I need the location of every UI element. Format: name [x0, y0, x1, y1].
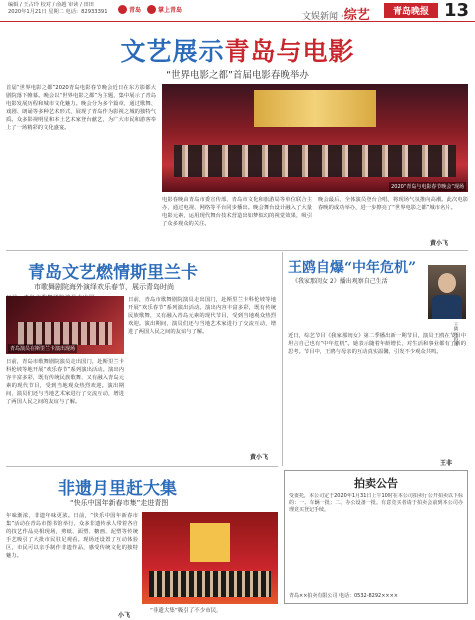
- story2-photo: [6, 296, 124, 354]
- story3-headline: 王鸥自爆“中年危机”: [288, 260, 417, 276]
- story2-col-3: 日前，青岛市歌舞剧院演员走出国门，赴斯里兰卡科伦坡等地开展“欢乐春节”系列演出活动。演出内容丰富多彩，既有传统民族歌舞，又有融入青岛元素的现代节目，受到当地观众热烈欢迎。演出期间，演员们还与当地艺术家进行了交流互动，增进了两国人民之间的友谊与了解。: [6, 359, 124, 405]
- stage-performers: [174, 145, 456, 177]
- credits-line-1: 编辑 / 王占玲 校对 / 俞越 审读 / 田田: [8, 2, 94, 8]
- main-story-col-3: 晚会最后，全体演员登台合唱，将现场气氛推向高潮。此次电影春晚的成功举办，进一步擦亮了“世界电影之都”城市名片。: [318, 197, 468, 211]
- rubric-main: 综艺: [343, 8, 370, 23]
- app-icon-qingdao: [118, 5, 141, 14]
- story2-col-2: 日前，青岛市歌舞剧院演员走出国门，赴斯里兰卡科伦坡等地开展“欢乐春节”系列演出活动。演出内容丰富多彩，既有传统民族歌舞，又有融入青岛元素的现代节目，受到当地观众热烈欢迎。演出期间，演员们还与当地艺术家进行了交流互动，增进了两国人民之间的友谊与了解。: [128, 297, 276, 335]
- festival-photo: [142, 512, 278, 604]
- headline-part-2: 青岛与电影: [224, 37, 355, 66]
- photo-caption: 2020“青岛与电影春节晚会”现场: [391, 184, 464, 190]
- photo-caption: 青岛演员在斯里兰卡演出现场: [10, 346, 76, 352]
- wang-ou-portrait: [428, 265, 466, 319]
- page-number: 13: [444, 0, 470, 21]
- section-rubric: [302, 4, 370, 23]
- main-story-byline: 黄小飞: [430, 240, 449, 247]
- column-divider: [282, 252, 283, 466]
- app-icons: [118, 5, 182, 14]
- app-label: 掌上青岛: [158, 7, 183, 14]
- app-icon-zhangshang: [147, 5, 182, 14]
- portrait-caption: 王鸥 资料图: [453, 322, 458, 346]
- festival-banner: [190, 523, 231, 562]
- newspaper-masthead: 青岛晚报: [384, 3, 438, 18]
- face: [438, 273, 456, 293]
- app-label: 青岛: [129, 7, 142, 14]
- auction-title: 拍卖公告: [354, 477, 398, 490]
- auction-body: 受委托，本公司定于2020年1月31日上午10时在本公司拍卖厅公开拍卖以下标的：一、车辆一批；二、办公设备一批。有意竞买者请于拍卖会前到本公司办理竞买登记手续。: [289, 493, 463, 513]
- section-divider: [6, 250, 468, 251]
- main-subheadline: “世界电影之都”首届电影春晚举办: [166, 70, 309, 81]
- story2-headline: 青岛文艺燃情斯里兰卡: [28, 263, 198, 283]
- credits-line-2: 2020年1月21日 星期二 电话：82933391: [8, 8, 108, 15]
- story3-body: 近日，综艺节目《我家那闺女》第二季播出新一期节目，演员王鸥在节目中坦言自己也有“中年危机”。她表示随着年龄增长，对生活和事业都有了新的思考。节目中，王鸥与母亲的互动真实温馨，引发不少观众共鸣。: [288, 333, 466, 355]
- festival-crowd: [149, 571, 271, 597]
- performers: [18, 322, 112, 345]
- gala-stage-photo: [162, 84, 468, 192]
- main-headline: [0, 32, 475, 68]
- phone-icon: [147, 5, 156, 14]
- story3-subheadline: 《我家那闺女 2》播出观察自己生活: [292, 278, 388, 285]
- editor-credits: [8, 2, 108, 15]
- main-story-col-1: 首届“世界电影之都”2020青岛电影春节晚会近日在东方影都大剧院落下帷幕。晚会以“世界电影之都”为主题，集中展示了青岛电影发展历程和城市文化魅力。晚会分为多个篇章，通过歌舞、戏剧、朗诵等多种艺术形式，展现了青岛作为影视之城的独特气质。众多影视明星和本土艺术家登台献艺，为广大市民和游客奉上了一场精彩的文化盛宴。: [6, 85, 156, 131]
- auction-footer: 青岛××拍卖有限公司 电话：0532-8292××××: [289, 593, 398, 599]
- story4-col-1: 年味渐浓，非遗年味更浓。日前，“快乐中国年新春市集”活动在青岛市图书馆举行，众多非遗传承人带着各自的技艺作品亮相现场，剪纸、面塑、糖画、泥塑等传统手艺吸引了大批市民驻足观看。现场还设置了互动体验区，市民可以亲手制作非遗作品，感受传统文化的独特魅力。: [6, 513, 138, 559]
- shoulders: [432, 295, 462, 319]
- story4-headline: 非遗月里赶大集: [58, 479, 177, 499]
- story4-byline: 小飞: [118, 612, 131, 619]
- story2-byline: 黄小飞: [250, 454, 269, 461]
- rubric-prefix: 文娱新闻 ·: [302, 12, 344, 22]
- main-story-col-2: 电影春晚由青岛市委宣传部、青岛市文化和旅游局等单位联合主办，通过电视、网络等平台同步播出。晚会舞台设计融入了大量电影元素，运用现代舞台技术营造出如梦似幻的视觉效果，吸引了众多观众的关注。: [162, 197, 312, 227]
- auction-notice-box: [284, 470, 468, 604]
- headline-part-1: 文艺展示: [120, 37, 225, 66]
- page-header: [0, 0, 475, 22]
- story4-photo-caption: “非遗大集”吸引了不少市民。: [150, 608, 222, 614]
- app-logo-icon: [118, 5, 127, 14]
- story3-byline: 王非: [440, 460, 453, 467]
- story4-subheadline: “快乐中国年新春市集”走进青图: [70, 499, 169, 507]
- stage-screen: [254, 90, 376, 127]
- section-divider: [6, 466, 278, 467]
- story2-subheadline: 市歌舞剧院海外演绎欢乐春节，展示青岛时尚: [34, 283, 174, 291]
